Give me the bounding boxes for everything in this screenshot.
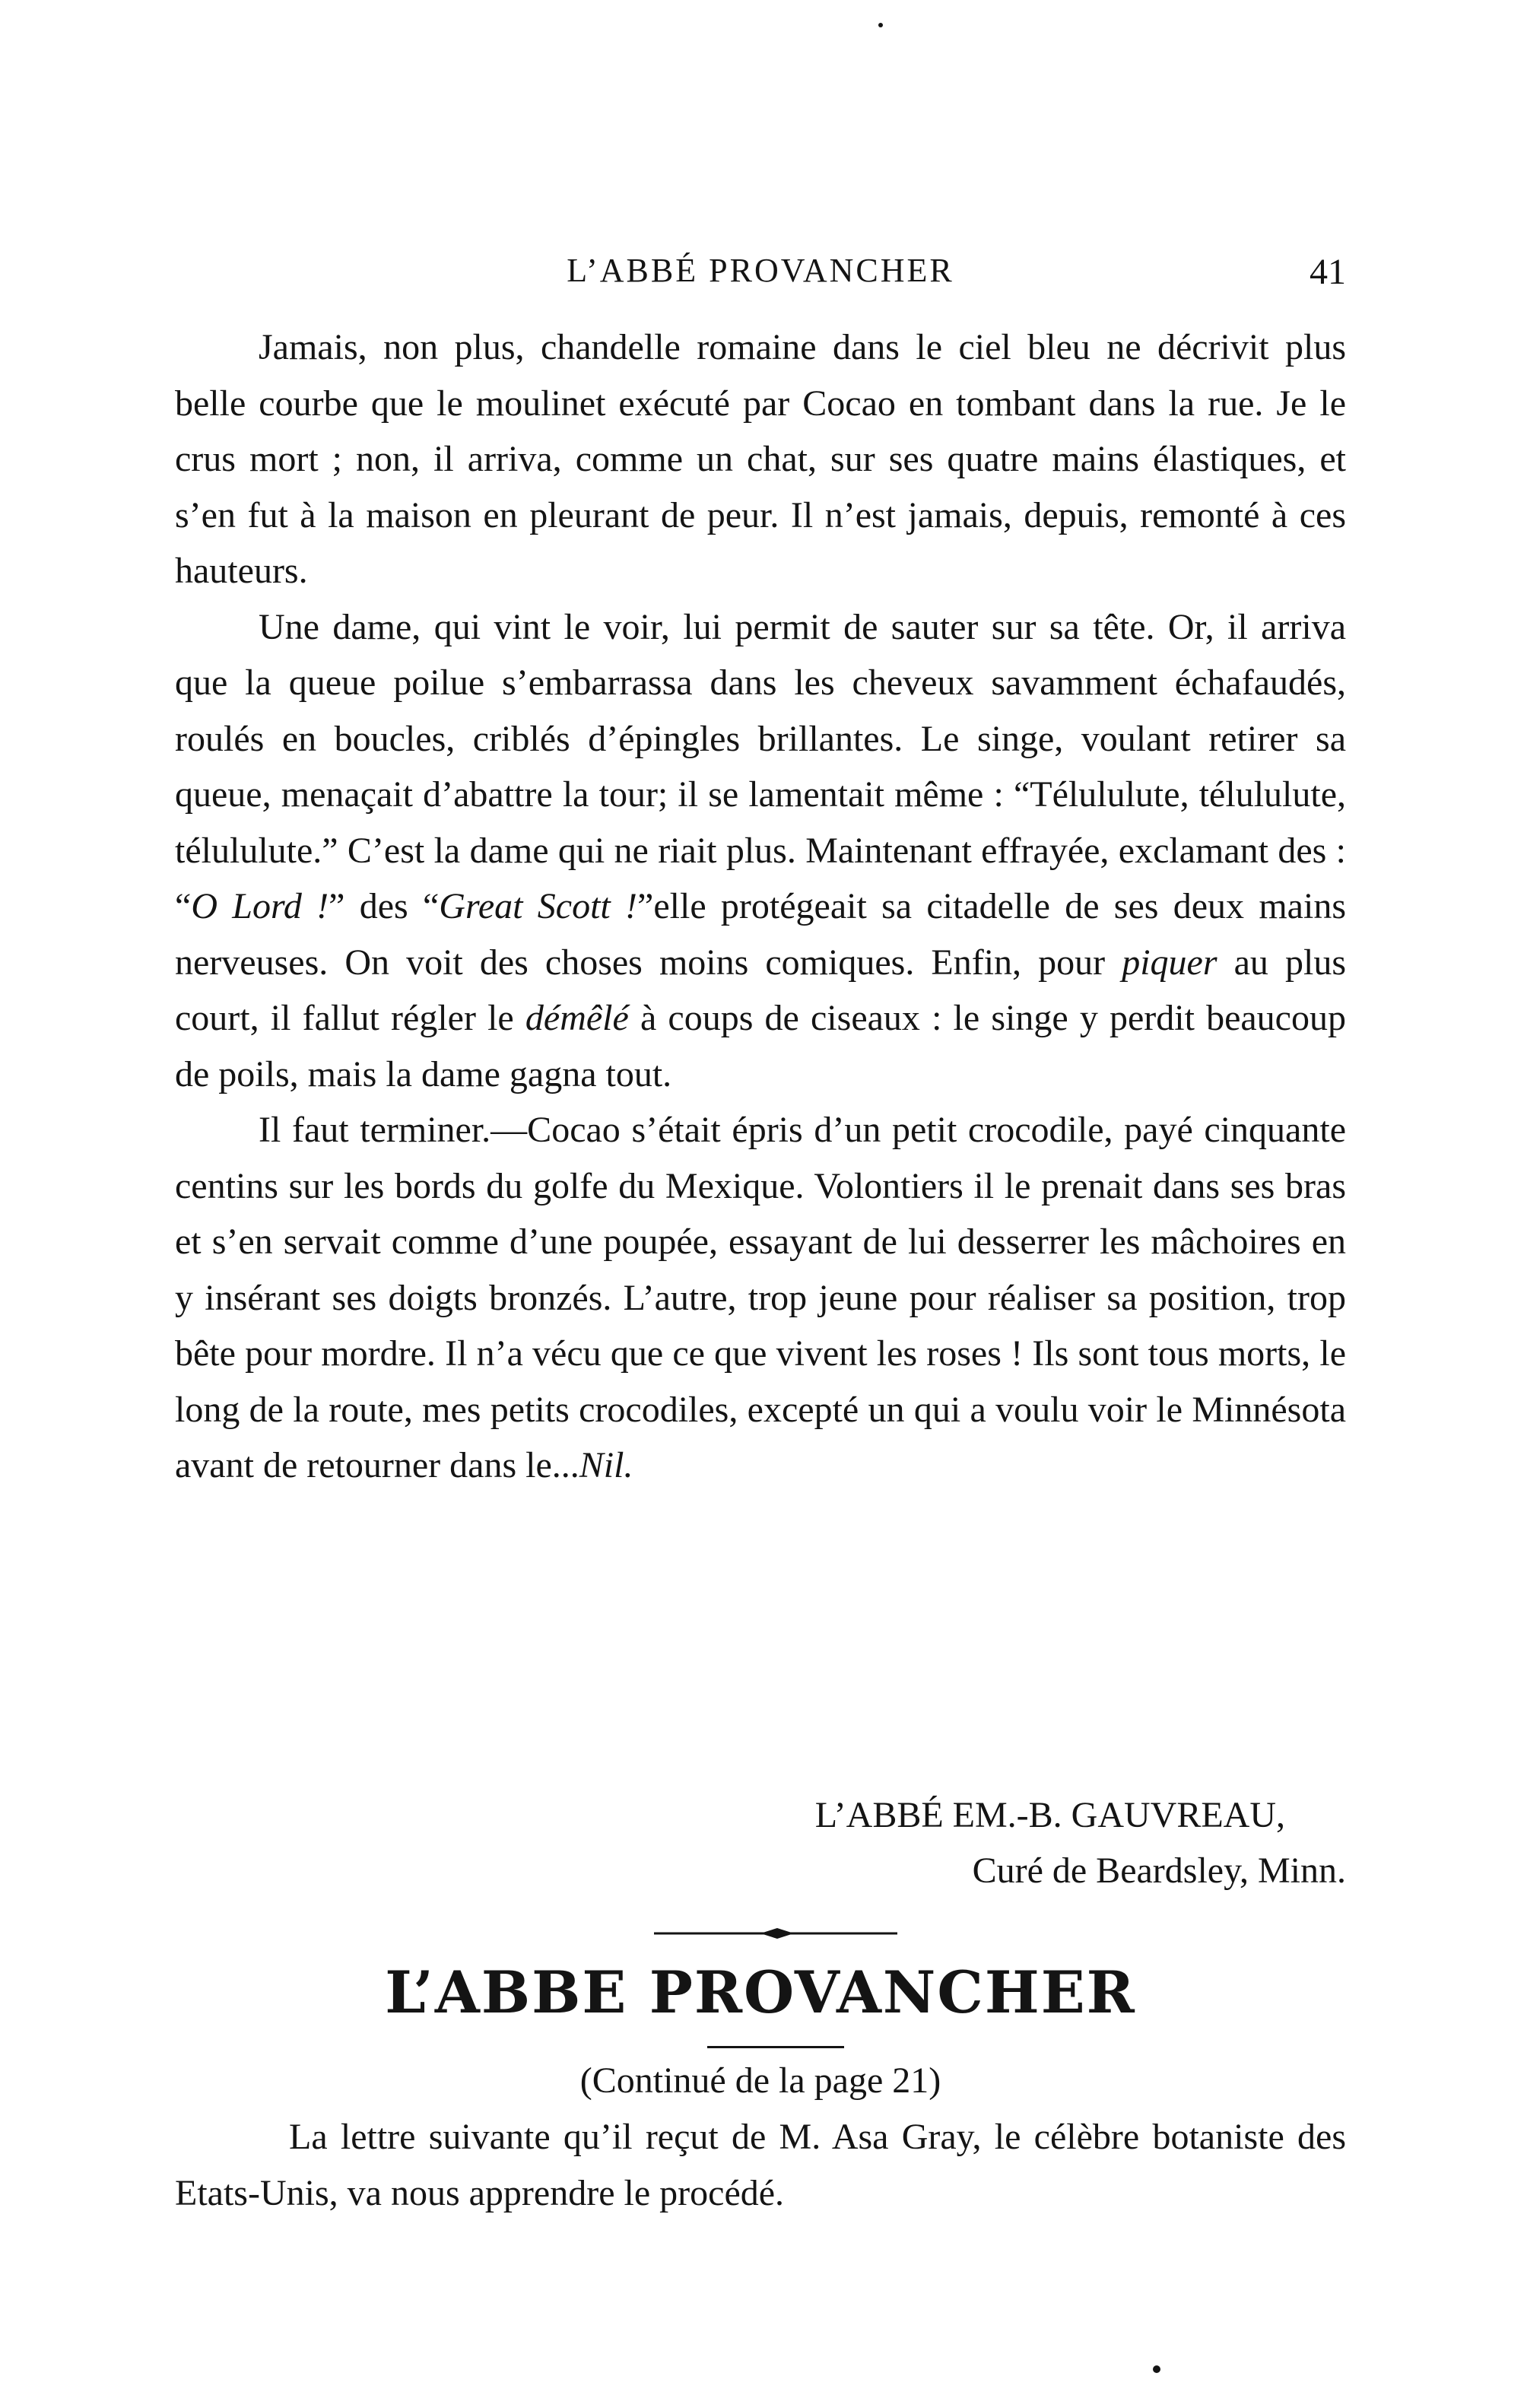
text-run: à coups de ciseaux : le singe y perdit beaucoup de poils, mais la dame gagna tout. [175,998,1346,1094]
signature [175,1787,1346,1898]
article-body [175,319,1346,1494]
section-paragraph: La lettre suivante qu’il reçut de M. Asa Gray, le célèbre botaniste des Etats-Unis, va nous apprendre le procédé. [175,2117,1346,2213]
italic-run: O Lord ! [191,886,329,926]
signature-name: L’ABBÉ EM.-B. GAUVREAU, [814,1795,1285,1835]
text-run: au plus court, il fallut régler le [175,942,1346,1038]
running-header [175,251,1346,297]
text-run: Maintenant effrayée, exclamant des : “ [175,830,1347,926]
section-body [175,2109,1346,2221]
italic-run: Nil. [579,1445,633,1485]
page-number: 41 [1310,252,1346,292]
italic-run: démêlé [525,998,629,1038]
paragraph-1: Jamais, non plus, chandelle romaine dans le ciel bleu ne décrivit plus belle courbe que le moulinet exécuté par Cocao en tombant dans la rue. Je le crus mort ; non, il arriva, comme un chat, sur ses quatre mains élastiques, et s’en fut à la maison en pleurant de peur. Il n’est jamais, depuis, remonté à ces hauteurs. [175,327,1346,591]
italic-run: piquer [1122,942,1217,983]
paragraph-2 [175,599,1346,1103]
section-divider-ornament [654,1926,897,1941]
text-run: ” des “ [329,886,440,926]
paragraph-3 [175,1102,1346,1494]
text-run: ”elle protégeait sa citadelle de ses deux mains nerveuses. On voit des choses moins comiques. Enfin, pour [175,886,1346,983]
signature-title: Curé de Beardsley, Minn. [972,1850,1346,1891]
ink-speck [878,23,883,27]
title-underline [707,2046,844,2048]
text-run: Il faut terminer.—Cocao s’était épris d’un petit crocodile, payé cinquante centins sur les bords du golfe du Mexique. Volontiers il le prenait dans ses bras et s’en servait comme d’une poupée, essayant de lui desserrer les mâchoires en y insérant ses doigts bronzés. L’autre, trop jeune pour réaliser sa position, trop bête pour mordre. Il n’a vécu que ce que vivent les roses ! Ils sont tous morts, le long de la route, mes petits crocodiles, excepté un qui a voulu voir le Minnésota avant de retourner dans le... [175,1110,1346,1485]
continued-note: (Continué de la page 21) [579,2060,941,2101]
italic-run: Great Scott ! [439,886,638,926]
ink-speck [1153,2365,1160,2373]
running-title: L’ABBÉ PROVANCHER [567,252,954,289]
paragraph-2-part-a: Une dame, qui vint le voir, lui permit de sauter sur sa tête. Or, il arriva que la queue poilue s’embarrassa dans les cheveux savamment échafaudés, roulés en boucles, criblés d’épingles brillantes. Le singe, voulant retirer sa queue, menaçait d’abattre la tour; il se lamentait même : “Télululute, télululute, télululute.” C’est la dame qui ne riait plus. [175,606,1346,871]
section-title: L’ABBE PROVANCHER [385,1958,1136,2026]
